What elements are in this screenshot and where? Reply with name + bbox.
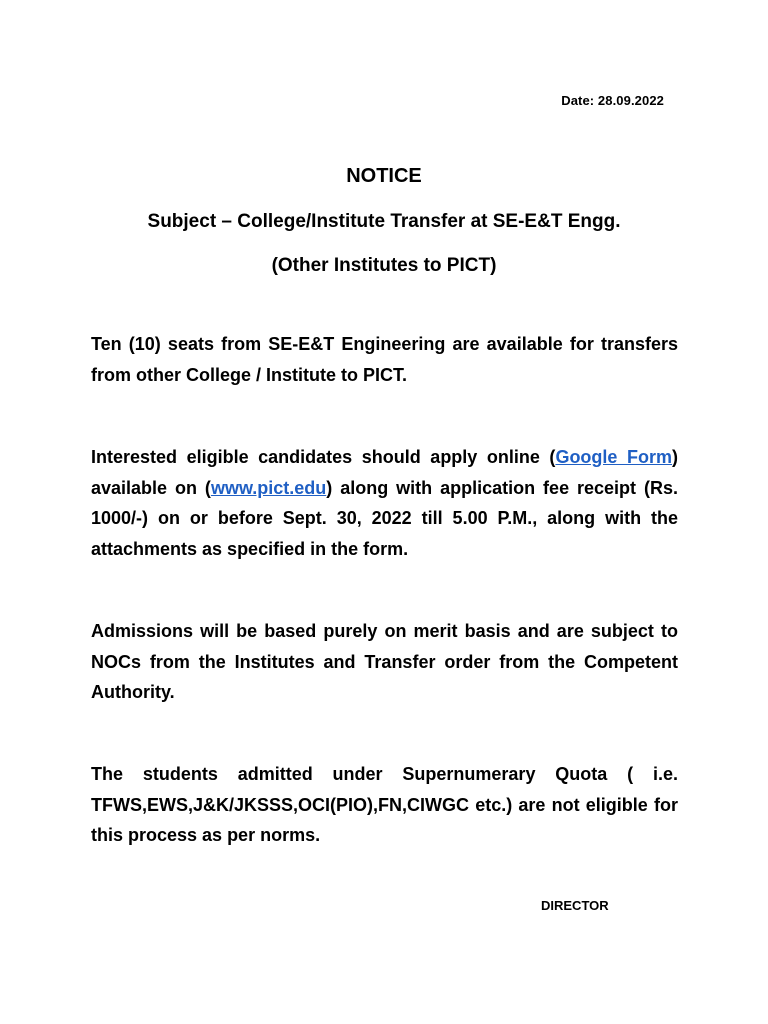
application-text-middle: ) available on ( [91, 447, 678, 498]
notice-subject: Subject – College/Institute Transfer at SE-E&T Engg. [147, 211, 621, 232]
application-text-end: ) along with application fee receipt (Rs. 1000/-) on or before Sept. 30, 2022 till 5.00 P.M., along with the attachments as specified in the form. [91, 477, 678, 559]
paragraph-eligibility-exclusion: The students admitted under Supernumerary Quota ( i.e. TFWS,EWS,J&K/JKSSS,OCI(PIO),FN,CIWGC etc.) are not eligible for this process as per norms. [91, 764, 678, 845]
paragraph-admission-basis: Admissions will be based purely on merit basis and are subject to NOCs from the Institutes and Transfer order from the Competent Authority. [91, 621, 678, 702]
google-form-link[interactable]: Google Form [555, 447, 672, 467]
paragraph-application-instructions [91, 442, 678, 564]
paragraph-seats-available: Ten (10) seats from SE-E&T Engineering are available for transfers from other College / Institute to PICT. [91, 334, 678, 385]
notice-subject-line2: (Other Institutes to PICT) [271, 255, 497, 276]
director-signature: DIRECTOR [541, 898, 609, 913]
notice-date: Date: 28.09.2022 [561, 93, 664, 108]
application-text-start: Interested eligible candidates should apply online ( [91, 447, 556, 467]
pict-website-link[interactable]: www.pict.edu [210, 477, 327, 498]
notice-title: NOTICE [346, 165, 422, 187]
